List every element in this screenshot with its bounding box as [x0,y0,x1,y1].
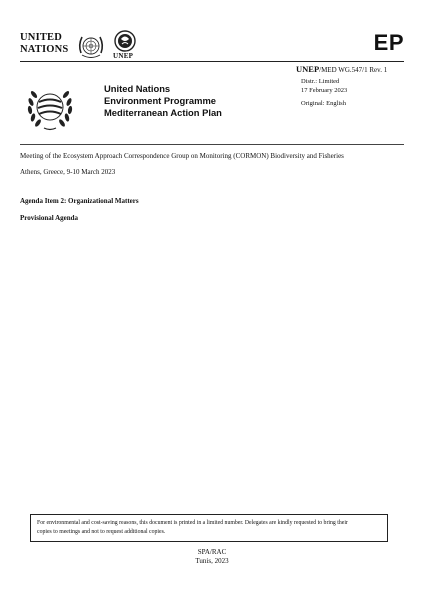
organization-name [104,83,222,119]
un-wordmark [20,32,68,56]
meeting-title: Meeting of the Ecosystem Approach Correspondence Group on Monitoring (CORMON) Biodiversity and Fisheries [20,152,344,160]
section-divider [20,144,404,145]
un-line-1: UNITED [20,32,63,43]
printing-notice [30,514,388,542]
document-symbol-rest: /MED WG.547/1 Rev. 1 [319,66,388,74]
agenda-item: Agenda Item 2: Organizational Matters [20,197,139,205]
distribution: Distr.: Limited [301,78,340,85]
notice-line-1: For environmental and cost-saving reasons, this document is printed in a limited number. Delegates are kindly requested to bring their [37,520,348,526]
unep-label: UNEP [113,52,134,60]
ep-mark: EP [373,30,404,55]
unep-emblem-icon [112,30,138,54]
original-language: Original: English [301,100,346,107]
document-symbol-prefix: UNEP [296,64,320,74]
org-line-1: United Nations [104,83,171,94]
mediterranean-wreath-icon [24,82,76,132]
document-title: Provisional Agenda [20,214,79,222]
document-symbol [296,64,387,74]
un-emblem-icon [76,33,106,61]
org-line-2: Environment Programme [104,95,217,106]
footer-place-year: Tunis, 2023 [195,557,229,565]
notice-line-2: copies to meetings and not to request additional copies. [37,529,166,535]
meeting-location-date: Athens, Greece, 9-10 March 2023 [20,168,116,176]
header-divider [20,61,404,62]
org-line-3: Mediterranean Action Plan [104,107,222,118]
document-date: 17 February 2023 [301,87,348,94]
un-line-2: NATIONS [20,44,69,55]
footer-organization: SPA/RAC [197,548,227,556]
